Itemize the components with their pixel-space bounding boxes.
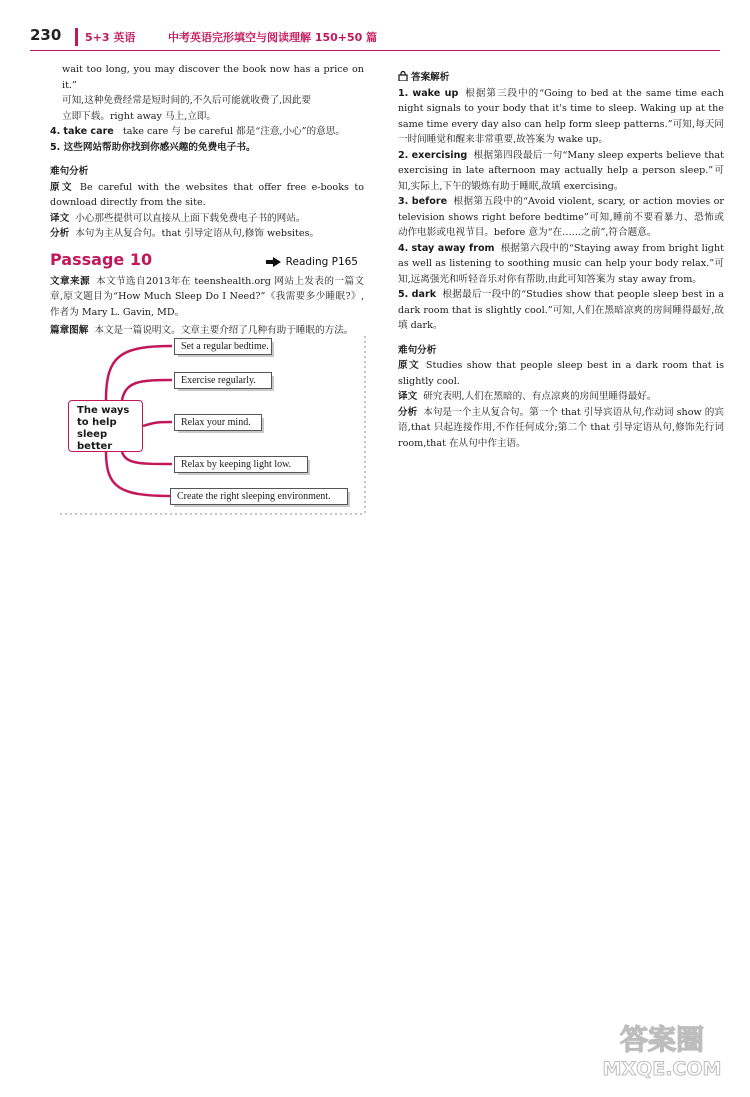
answer-2-number: 2.	[398, 149, 409, 161]
answer-item-4	[50, 124, 364, 140]
source-label: 文章来源	[50, 275, 91, 287]
header-title: 中考英语完形填空与阅读理解 150+50 篇	[168, 31, 378, 44]
branch-light-low: Relax by keeping light low.	[174, 456, 308, 473]
answer-1	[398, 86, 724, 148]
answer-5-key: dark	[411, 289, 437, 300]
answer-5	[398, 287, 724, 334]
answer-4-text: 根据第六段中的“Staying away from bright light as well as listening to soothing music can help your body relax.”可知,远离强光和听轻音乐对你有帮助,由此可知答案为 stay away from。	[398, 242, 724, 285]
answer-3	[398, 194, 724, 241]
right-translation-text: 研究表明,人们在黑暗的、有点凉爽的房间里睡得最好。	[423, 391, 657, 402]
answer-1-text: 根据第三段中的“Going to bed at the same time each night signals to your body that it's time to sleep. Waking up at the same time every day also can help form sleep patterns.”可知,每天同一时间睡觉和醒来非常重要,故答案为 wake up。	[398, 87, 724, 145]
branch-relax-mind: Relax your mind.	[174, 414, 262, 431]
reading-ref-text: Reading P165	[285, 255, 358, 268]
right-analysis-text: 本句是一个主从复合句。第一个 that 引导宾语从句,作动词 show 的宾语,that 只起连接作用,不作任何成分;第二个 that 引导定语从句,修饰先行词 room,that 在从句中作主语。	[398, 406, 725, 449]
mind-map-diagram	[60, 336, 370, 516]
page-number: 230	[30, 26, 62, 44]
source-text: 本文节选自2013年在 teenshealth.org 网站上发表的一篇文章,原文题目为“How Much Sleep Do I Need?”《我需要多少睡眠?》,作者为 Mary L. Gavin, MD。	[50, 275, 365, 318]
right-difficult-sentence-title: 难句分析	[398, 344, 437, 356]
translation-text: 小心那些提供可以直接从上面下载免费电子书的网站。	[75, 212, 306, 224]
answer-1-key: wake up	[412, 87, 459, 99]
item4-answer: take care	[63, 126, 114, 137]
answer-4-number: 4.	[398, 242, 409, 254]
passage-title: Passage 10	[50, 249, 153, 269]
answer-2	[398, 148, 724, 195]
mind-map-center	[68, 400, 143, 452]
diagram-label: 篇章图解	[50, 325, 89, 336]
answer-5-number: 5.	[398, 289, 409, 300]
lock-icon	[398, 71, 408, 81]
right-translation-sentence	[398, 389, 724, 405]
right-original-sentence	[398, 358, 724, 389]
pointing-hand-icon	[266, 257, 282, 267]
watermark-logo	[592, 1015, 732, 1083]
answer-4	[398, 241, 724, 288]
answer-analysis-title: 答案解析	[411, 72, 450, 83]
analysis-text: 本句为主从复合句。that 引导定语从句,修饰 websites。	[75, 228, 320, 239]
answer-2-text: 根据第四段最后一句“Many sleep experts believe that exercising in late afternoon may actually help a person sleep.”可知,实际上,下午的锻炼有助于睡眠,故填 exercising。	[398, 149, 724, 192]
center-line-3: sleep better	[77, 429, 113, 452]
watermark-line1: 答案圈	[619, 1023, 705, 1056]
translation-label: 译文	[50, 212, 70, 224]
answer-3-key: before	[411, 196, 448, 207]
answer-3-number: 3.	[398, 196, 409, 207]
right-column	[398, 70, 724, 451]
item4-explanation: take care 与 be careful 都是“注意,小心”的意思。	[122, 126, 345, 137]
analysis-sentence	[50, 226, 364, 242]
branch-regular-bedtime: Set a regular bedtime.	[174, 338, 272, 355]
article-source	[50, 274, 364, 321]
center-line-2: to help	[77, 417, 117, 428]
answer-1-number: 1.	[398, 87, 409, 99]
difficult-sentence-title: 难句分析	[50, 166, 89, 177]
original-sentence	[50, 180, 364, 211]
right-original-label: 原文	[398, 360, 420, 371]
answer-2-key: exercising	[411, 149, 468, 161]
answer-item-5: 5. 这些网站帮助你找到你感兴趣的免费电子书。	[50, 141, 256, 153]
branch-sleeping-environment: Create the right sleeping environment.	[170, 488, 348, 505]
item4-number: 4.	[50, 126, 61, 137]
answer-5-text: 根据最后一段中的“Studies show that people sleep best in a dark room that is slightly cool.”可知,人们在黑暗凉爽的房间睡得最好,故填 dark。	[398, 289, 724, 331]
right-analysis-sentence	[398, 405, 724, 452]
header-brand: 5+3 英语	[85, 31, 136, 44]
watermark-line2: MXQE.COM	[602, 1058, 722, 1080]
right-original-text: Studies show that people sleep best in a dark room that is slightly cool.	[398, 360, 725, 387]
answer-analysis-heading	[398, 70, 724, 86]
analysis-label: 分析	[50, 228, 70, 239]
translation-sentence	[50, 211, 364, 227]
answer-4-key: stay away from	[411, 242, 495, 254]
right-translation-label: 译文	[398, 391, 418, 402]
continued-text-line1: wait too long, you may discover the book now has a price on it.”	[62, 64, 364, 91]
continued-text-line2: 可知,这种免费经常是短时间的,不久后可能就收费了,因此要	[62, 95, 311, 106]
header-accent-bar	[75, 28, 78, 46]
answer-3-text: 根据第五段中的“Avoid violent, scary, or action movies or television shows right before bedtime”可知,睡前不要看暴力、恐怖或动作电影或电视节目。before 意为“在……之前”,符合题意。	[398, 196, 724, 238]
right-analysis-label: 分析	[398, 406, 418, 418]
original-label: 原文	[50, 181, 74, 193]
center-line-1: The ways	[77, 405, 130, 416]
left-column	[50, 62, 364, 339]
page-header	[30, 28, 720, 50]
original-text: Be careful with the websites that offer free e-books to download directly from the site.	[50, 181, 364, 208]
continued-text-line3: 立即下载。right away 马上,立即。	[62, 110, 216, 122]
reading-reference	[266, 255, 358, 271]
diagram-text: 本文是一篇说明文。文章主要介绍了几种有助于睡眠的方法。	[94, 325, 354, 336]
passage-heading-row	[50, 249, 364, 274]
branch-exercise: Exercise regularly.	[174, 372, 272, 389]
header-rule	[30, 50, 720, 51]
